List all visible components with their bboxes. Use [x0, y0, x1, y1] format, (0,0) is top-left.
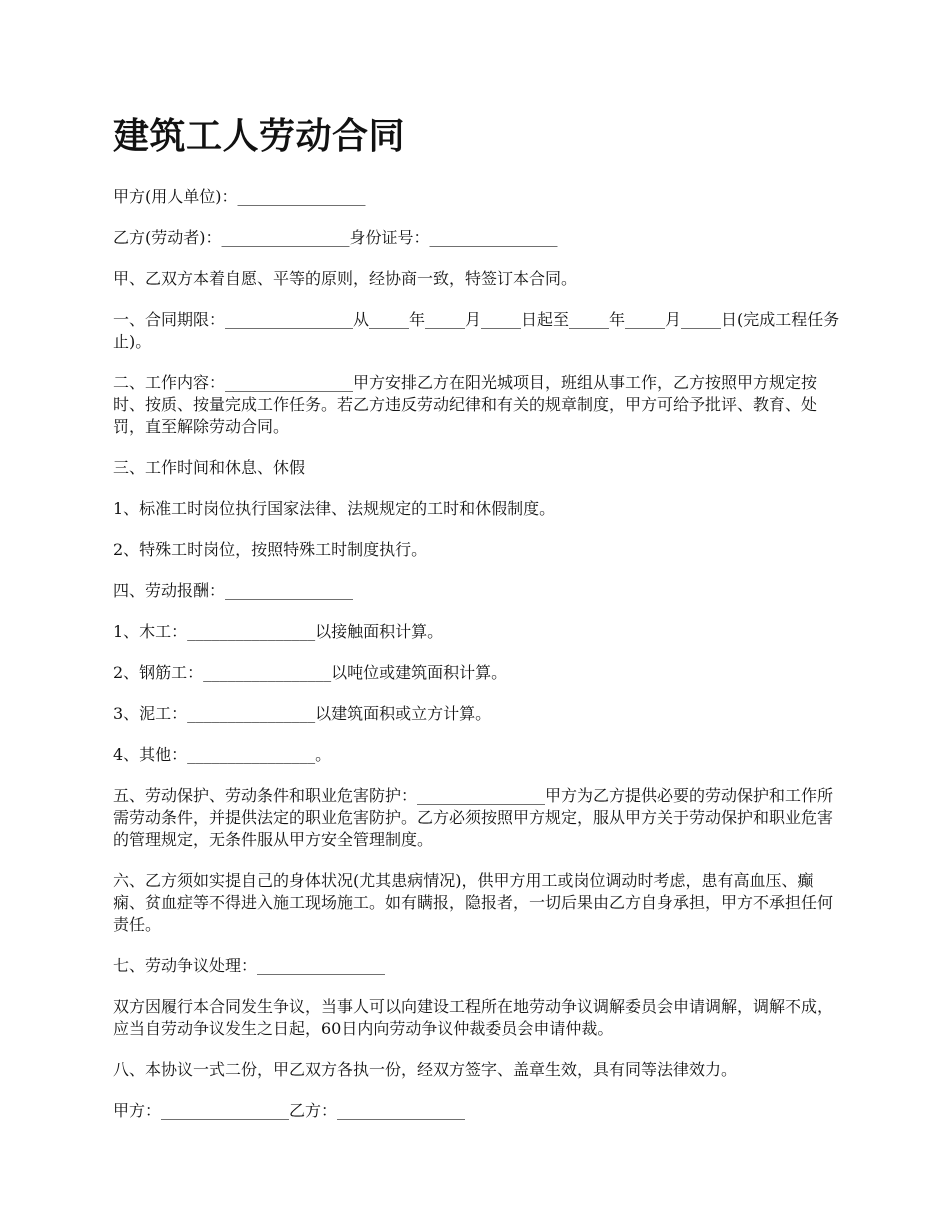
clause-7-heading: 七、劳动争议处理：________________	[113, 956, 386, 975]
clause-5-protection: 五、劳动保护、劳动条件和职业危害防护：________________甲方为乙方提供必要的劳动保护和工作所需劳动条件，并提供法定的职业危害防护。乙方必须按照甲方规定，服从甲方关于劳动保护和职业危害的管理规定，无条件服从甲方安全管理制度。	[113, 786, 834, 849]
document-title: 建筑工人劳动合同	[113, 116, 406, 157]
clause-4-heading: 四、劳动报酬：________________	[113, 581, 354, 600]
clause-4-item-2: 2、钢筋工：________________以吨位或建筑面积计算。	[113, 663, 508, 682]
clause-2-work-content: 二、工作内容：________________甲方安排乙方在阳光城项目，班组从事工作，乙方按照甲方规定按时、按质、按量完成工作任务。若乙方违反劳动纪律和有关的规章制度，甲方可给予批评、教育、处罚，直至解除劳动合同。	[113, 373, 818, 436]
clause-4-item-1: 1、木工：________________以接触面积计算。	[113, 622, 444, 641]
clause-3-item-2: 2、特殊工时岗位，按照特殊工时制度执行。	[113, 540, 428, 559]
clause-4-item-3: 3、泥工：________________以建筑面积或立方计算。	[113, 704, 492, 723]
party-b-line: 乙方(劳动者)：________________身份证号：________________	[113, 228, 558, 247]
clause-8-copies: 八、本协议一式二份，甲乙双方各执一份，经双方签字、盖章生效，具有同等法律效力。	[113, 1060, 738, 1079]
clause-6-health: 六、乙方须如实提自己的身体状况(尤其患病情况)，供甲方用工或岗位调动时考虑，患有高血压、癫痫、贫血症等不得进入施工现场施工。如有瞒报，隐报者，一切后果由乙方自身承担，甲方不承担任何责任。	[113, 871, 834, 934]
clause-4-item-4: 4、其他：________________。	[113, 745, 332, 764]
party-a-line: 甲方(用人单位)：________________	[113, 187, 366, 206]
signature-line: 甲方：________________乙方：________________	[113, 1101, 466, 1120]
preamble: 甲、乙双方本着自愿、平等的原则，经协商一致，特签订本合同。	[113, 269, 578, 288]
clause-3-item-1: 1、标准工时岗位执行国家法律、法规规定的工时和休假制度。	[113, 499, 556, 518]
clause-7-detail: 双方因履行本合同发生争议，当事人可以向建设工程所在地劳动争议调解委员会申请调解，调解不成，应当自劳动争议发生之日起，60日内向劳动争议仲裁委员会申请仲裁。	[113, 997, 834, 1038]
clause-1-term: 一、合同期限：________________从_____年_____月_____日起至_____年_____月_____日(完成工程任务止)。	[113, 310, 840, 351]
clause-3-heading: 三、工作时间和休息、休假	[113, 458, 306, 477]
document-page	[113, 108, 843, 1141]
